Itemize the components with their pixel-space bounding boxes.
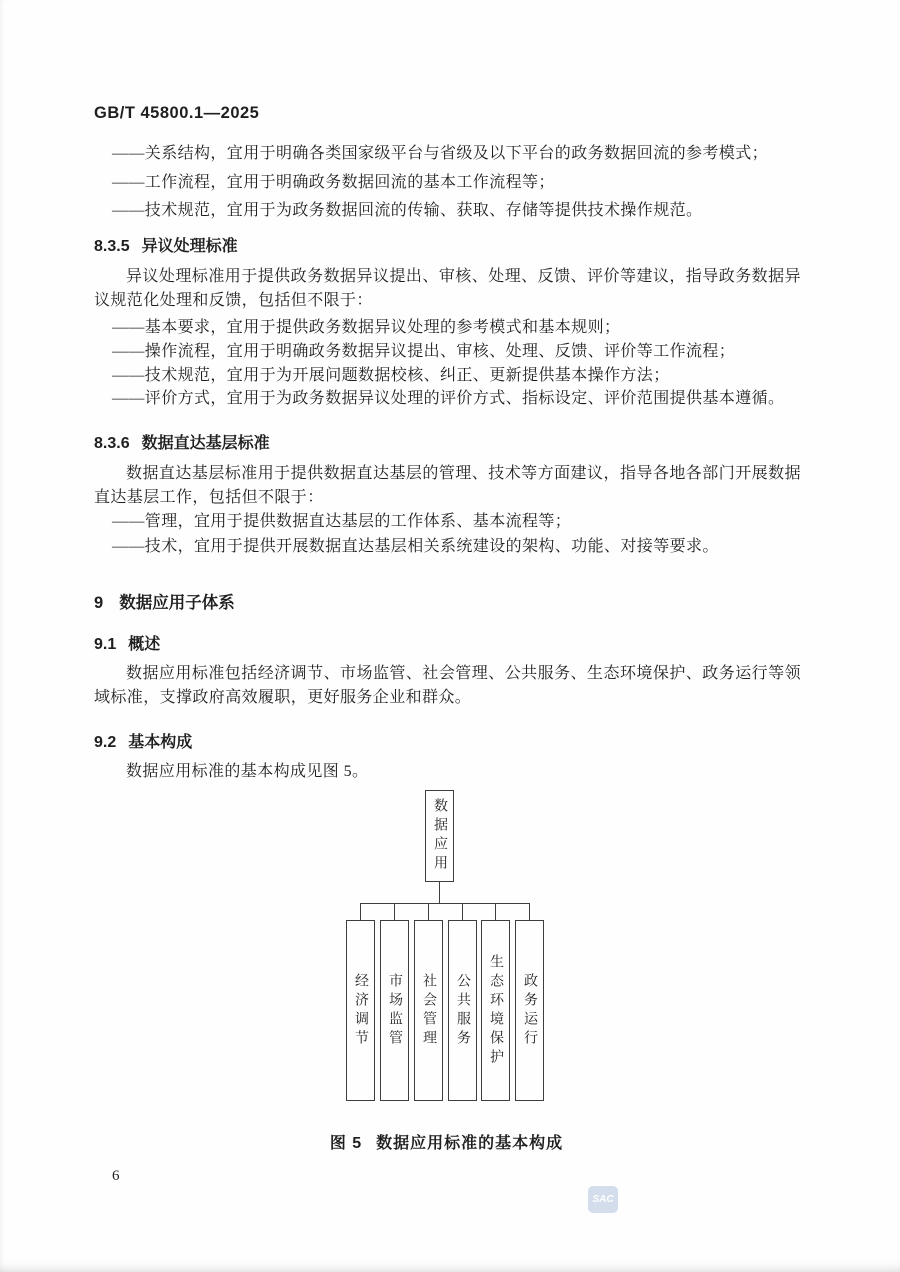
list-item: ——评价方式，宜用于为政务数据异议处理的评价方式、指标设定、评价范围提供基本遵循。 bbox=[112, 390, 785, 408]
section-heading-8-3-5 bbox=[94, 233, 238, 256]
figure-node-social-management bbox=[414, 920, 443, 1101]
list-item: ——操作流程，宜用于明确政务数据异议提出、审核、处理、反馈、评价等工作流程； bbox=[112, 342, 736, 360]
page-number: 6 bbox=[112, 1168, 120, 1184]
section-heading-9-2 bbox=[94, 729, 192, 752]
connector-line bbox=[462, 903, 463, 920]
section-title: 数据直达基层标准 bbox=[141, 435, 270, 452]
connector-line bbox=[360, 903, 530, 904]
connector-line bbox=[360, 903, 361, 920]
paragraph: 数据应用标准包括经济调节、市场监管、社会管理、公共服务、生态环境保护、政务运行等领域标准，支撑政府高效履职，更好服务企业和群众。 bbox=[94, 665, 801, 706]
section-title: 基本构成 bbox=[128, 734, 193, 751]
figure-node-eco-environment-protection bbox=[481, 920, 510, 1101]
list-item: ——管理，宜用于提供数据直达基层的工作体系、基本流程等； bbox=[112, 513, 572, 530]
list-item: ——技术规范，宜用于为政务数据回流的传输、获取、存储等提供技术操作规范。 bbox=[112, 202, 703, 219]
figure-node-label: 生态环境保护 bbox=[488, 953, 503, 1068]
section-title: 概述 bbox=[128, 636, 161, 653]
figure-node-government-operation bbox=[515, 920, 544, 1101]
paragraph: 数据应用标准的基本构成见图 5。 bbox=[126, 763, 369, 780]
connector-line bbox=[428, 903, 429, 920]
figure-node-label: 公共服务 bbox=[455, 972, 470, 1049]
connector-line bbox=[439, 882, 440, 903]
section-number: 9.2 bbox=[94, 734, 117, 751]
connector-line bbox=[529, 903, 530, 920]
paragraph: 数据直达基层标准用于提供数据直达基层的管理、技术等方面建议，指导各地各部门开展数据直达基层工作，包括但不限于： bbox=[94, 465, 801, 506]
list-item: ——关系结构，宜用于明确各类国家级平台与省级及以下平台的政务数据回流的参考模式； bbox=[112, 145, 769, 162]
running-header: GB/T 45800.1—2025 bbox=[94, 104, 260, 122]
paragraph: 异议处理标准用于提供政务数据异议提出、审核、处理、反馈、评价等建议，指导政务数据异议规范化处理和反馈，包括但不限于： bbox=[94, 268, 801, 309]
connector-line bbox=[394, 903, 395, 920]
dash-list-8-3-5 bbox=[94, 316, 801, 411]
figure-caption bbox=[0, 1130, 893, 1153]
list-item: ——工作流程，宜用于明确政务数据回流的基本工作流程等； bbox=[112, 173, 555, 191]
section-number: 9.1 bbox=[94, 636, 117, 653]
list-item: ——技术规范，宜用于为开展问题数据校核、纠正、更新提供基本操作方法； bbox=[112, 366, 670, 384]
figure-node-public-services bbox=[448, 920, 477, 1101]
section-heading-8-3-6 bbox=[94, 430, 270, 453]
sac-watermark-logo: SAC bbox=[588, 1186, 618, 1213]
section-title: 异议处理标准 bbox=[141, 238, 238, 255]
section-number: 8.3.6 bbox=[94, 435, 130, 452]
list-item: ——技术，宜用于提供开展数据直达基层相关系统建设的架构、功能、对接等要求。 bbox=[112, 538, 719, 555]
section-number: 8.3.5 bbox=[94, 238, 130, 255]
dash-list-8-3-6 bbox=[94, 509, 801, 559]
figure-node-economic-regulation bbox=[346, 920, 375, 1101]
figure-caption-label: 图 5 bbox=[329, 1135, 363, 1152]
chapter-title: 数据应用子体系 bbox=[119, 594, 235, 612]
figure-node-label: 政务运行 bbox=[522, 972, 537, 1049]
chapter-number: 9 bbox=[94, 594, 104, 612]
list-item: ——基本要求，宜用于提供政务数据异议处理的参考模式和基本规则； bbox=[112, 319, 621, 336]
figure-node-label: 社会管理 bbox=[421, 972, 436, 1049]
figure-node-label: 经济调节 bbox=[353, 972, 368, 1049]
figure-node-market-supervision bbox=[380, 920, 409, 1101]
intro-dash-list bbox=[94, 140, 801, 226]
figure-root-label: 数据应用 bbox=[432, 798, 447, 874]
chapter-heading-9 bbox=[94, 589, 235, 613]
section-heading-9-1 bbox=[94, 631, 160, 654]
figure-node-label: 市场监管 bbox=[387, 972, 402, 1049]
connector-line bbox=[495, 903, 496, 920]
figure-5-diagram bbox=[0, 788, 900, 1104]
figure-caption-title: 数据应用标准的基本构成 bbox=[376, 1135, 564, 1152]
figure-root-node bbox=[425, 790, 454, 882]
